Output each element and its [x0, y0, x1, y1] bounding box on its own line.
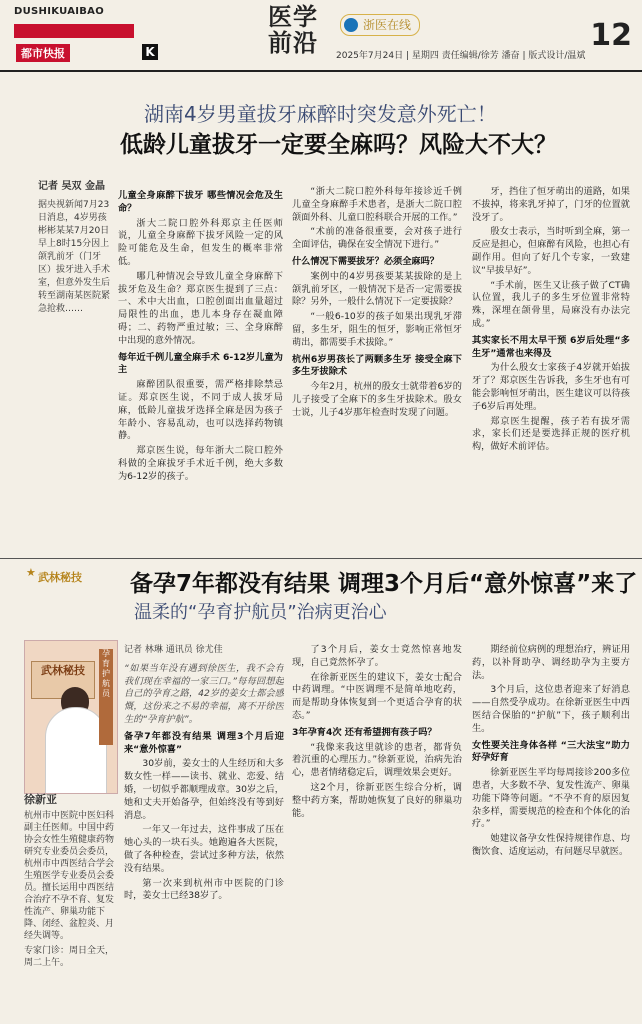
doctor-photo: [24, 640, 118, 794]
paragraph: 麻醉团队很重要，需严格排除禁忌证。郑京医生说，不同于成人拔牙局麻，低龄儿童拔牙选择全麻是因为孩子年龄小、容易乱动，也可以选择药物镇静。: [118, 379, 283, 442]
issue-meta: 2025年7月24日 | 星期四 责任编辑/徐芳 潘奋 | 版式设计/温斌: [336, 51, 586, 61]
article1-kicker: 湖南4岁男童拔牙麻醉时突发意外死亡！: [144, 102, 497, 126]
k-logo-icon: K: [142, 44, 158, 60]
article2-byline: 记者 林琳 通讯员 徐尤佳: [124, 645, 223, 655]
doctor-figure: [45, 707, 107, 794]
paragraph: 3个月后，这位患者迎来了好消息——自然受孕成功。在徐新亚医生中西医结合保胎的“护航”下，孩子顺利出生。: [472, 684, 630, 734]
article1-sidebar: [38, 180, 110, 316]
paper-name: 都市快报: [16, 44, 70, 62]
subheading: 什么情况下需要拔牙？必须全麻吗？: [292, 255, 439, 267]
column-tag: 武林秘技: [38, 571, 82, 584]
paragraph: 了3个月后，姜女士竟然惊喜地发现，自己竟然怀孕了。: [292, 644, 462, 668]
section-divider: [0, 558, 642, 559]
subheading: 儿童全身麻醉下拔牙 哪些情况会危及生命？: [118, 190, 283, 214]
doctor-bio: 杭州市中医院中医妇科副主任医师。中国中药协会女性生殖健康药物研究专业委员会委员，杭州市中西医结合学会生殖医学专业委员会委员。擅长运用中西医结合治疗不孕不育、复发性流产、卵巢功能下降、闭经、盆腔炎、月经失调等。: [24, 811, 115, 941]
paragraph: 郑京医生说，每年浙大二院口腔外科做的全麻拔牙手术近千例，绝大多数为6-12岁的孩子。: [118, 445, 283, 482]
paragraph: 今年2月，杭州的殷女士就带着6岁的儿子接受了全麻下的多生牙拔除术。殷女士说，儿子4岁那年检查时发现了问题。: [292, 381, 462, 418]
paragraph: 她建议备孕女性保持规律作息、均衡饮食、适度运动，有问题尽早就医。: [472, 833, 630, 857]
doctor-profile: [24, 794, 114, 969]
paragraph: “我像来我这里就诊的患者，都背负着沉重的心理压力。”徐新亚说，治病先治心，患者情绪稳定后，调理效果会更好。: [292, 741, 462, 779]
paragraph: 第一次来到杭州市中医院的门诊时，姜女士已经38岁了。: [124, 877, 284, 902]
paragraph: “手术前，医生又让孩子做了CT确认位置，我儿子的多生牙位置非常特殊，深埋在颌骨里，局麻没有办法完成。”: [472, 279, 630, 329]
clinic-hours: 专家门诊：周日全天，周二上午。: [24, 946, 115, 968]
photo-side-label: 孕育护航员: [99, 649, 113, 745]
article2-column-1: [124, 644, 284, 1018]
paragraph: 浙大二院口腔外科郑京主任医师说，儿童全身麻醉下拔牙风险一定的风险可能危及生命，但发生的概率非常低。: [118, 217, 283, 267]
paragraph: 30岁前，姜女士的人生经历和大多数女性一样——读书、就业、恋爱、结婚，一切似乎都顺理成章。30岁之后，她和丈夫开始备孕，但始终没有等到好消息。: [124, 758, 284, 821]
article2-column-1-body: [124, 731, 284, 903]
paragraph: “术前的准备很重要，会对孩子进行全面评估，确保在安全情况下进行。”: [292, 226, 462, 251]
paragraph: 郑京医生提醒，孩子若有拔牙需求，家长们还是要选择正规的医疗机构，做好术前评估。: [472, 415, 630, 453]
paragraph: 殷女士表示，当时听到全麻，第一反应是担心，但麻醉有风险，也担心有副作用。但向了好几个专家，一致建议“早拔早好”。: [472, 226, 630, 276]
article2-headline: 备孕7年都没有结果 调理3个月后“意外惊喜”来了: [130, 571, 638, 597]
brand-logo-icon: [344, 18, 358, 32]
paragraph: 一年又一年过去，这件事成了压在她心头的一块石头。她跑遍各大医院，做了各种检查，尝试过多种方法，依然没有结果。: [124, 824, 284, 874]
header-divider: [0, 70, 642, 72]
article1-column-2: [292, 186, 462, 556]
article1-headline: 低龄儿童拔牙一定要全麻吗？风险大不大？: [120, 132, 557, 158]
paragraph: 期经前位病例的理想治疗，辨证用药，以补肾助孕、调经助孕为主要方法。: [472, 644, 630, 681]
page-number: 12: [590, 18, 632, 53]
article2-column-3: [472, 644, 630, 1018]
subheading: 备孕7年都没有结果 调理3个月后迎来“意外惊喜”: [124, 730, 284, 755]
star-icon: ★: [26, 566, 36, 579]
doctor-name: 徐新亚: [24, 793, 57, 806]
article2-quote: “如果当年没有遇到徐医生，我不会有我们现在幸福的一家三口。”每每回想起自己的孕育之路，42岁的姜女士都会感慨，这份来之不易的幸福，离不开徐医生的“孕育护航”。: [124, 662, 284, 725]
brand-name: 浙医在线: [363, 18, 412, 32]
paragraph: 这2个月，徐新亚医生综合分析，调整中药方案，帮助她恢复了良好的卵巢功能。: [292, 781, 462, 819]
page-header: [0, 0, 642, 72]
article1-column-1: [118, 186, 283, 556]
article1-column-3: [472, 186, 630, 556]
section-title: 医学前沿: [268, 3, 318, 57]
paragraph: 徐新亚医生平均每周接诊200多位患者，大多数不孕、复发性流产、卵巢功能下降等问题。“不孕不育的原因复杂多样，需要规范的检查和个体化的治疗。”: [472, 767, 630, 830]
subheading: 3年孕育4次 还有希望拥有孩子吗？: [292, 726, 437, 738]
paragraph: 为什么殷女士家孩子4岁就开始拔牙了？郑京医生告诉我，多生牙也有可能会影响恒牙萌出，医生建议可以待孩子6岁后再处理。: [472, 362, 630, 412]
subheading: 其实家长不用太早干预 6岁后处理“多生牙”通常也来得及: [472, 334, 630, 359]
paragraph: “一般6-10岁的孩子如果出现乳牙滞留，多生牙，阻生的恒牙，影响正常恒牙萌出，都需要手术拔除。”: [292, 311, 462, 348]
paper-logo: [14, 6, 154, 62]
paper-pinyin: DUSHIKUAIBAO: [14, 6, 105, 17]
logo-red-bar: [14, 24, 134, 38]
paragraph: 哪几种情况会导致儿童全身麻醉下拔牙危及生命？郑京医生提到了三点：一、术中大出血，口腔创面出血量超过局限性的出血，患儿本身存在凝血障碍；二、药物严重过敏；三、全身麻醉中出现的意外情况。: [118, 270, 283, 346]
photo-title: 武林秘技: [41, 664, 85, 677]
article1-lead: 据央视新闻7月23日消息，4岁男孩彬彬某某7月20日早上8时15分因上颌乳前牙（门牙区）拔牙进入手术室，但意外发生后转至湖南某医院紧急抢救……: [38, 200, 111, 314]
brand-badge: [340, 14, 420, 36]
article2-subhead: 温柔的“孕育护航员”治病更治心: [134, 602, 387, 623]
paragraph: 案例中的4岁男孩要某某拔除的是上颌乳前牙区，一般情况下是否一定需要拔除？另外，一般什么情况下一定要拔除？: [292, 270, 462, 308]
subheading: 每年近千例儿童全麻手术 6-12岁儿童为主: [118, 351, 283, 376]
subheading: 杭州6岁男孩长了两颗多生牙 接受全麻下多生牙拔除术: [292, 353, 462, 378]
paragraph: 牙，挡住了恒牙萌出的道路，如果不拔掉，将来乳牙掉了，门牙的位置就没牙了。: [472, 186, 630, 223]
article2-column-2: [292, 644, 462, 1018]
paragraph: 在徐新亚医生的建议下，姜女士配合中药调理。“中医调理不是简单地吃药，而是帮助身体恢复到一个更适合孕育的状态。”: [292, 671, 462, 721]
subheading: 女性要关注身体各样 “三大法宝”助力好孕好育: [472, 739, 630, 764]
paragraph: “浙大二院口腔外科每年接诊近千例儿童全身麻醉手术患者，是浙大二院口腔颌面外科、儿童口腔科联合开展的工作。”: [292, 186, 462, 223]
article1-byline: 记者 吴双 金晶: [38, 181, 105, 192]
